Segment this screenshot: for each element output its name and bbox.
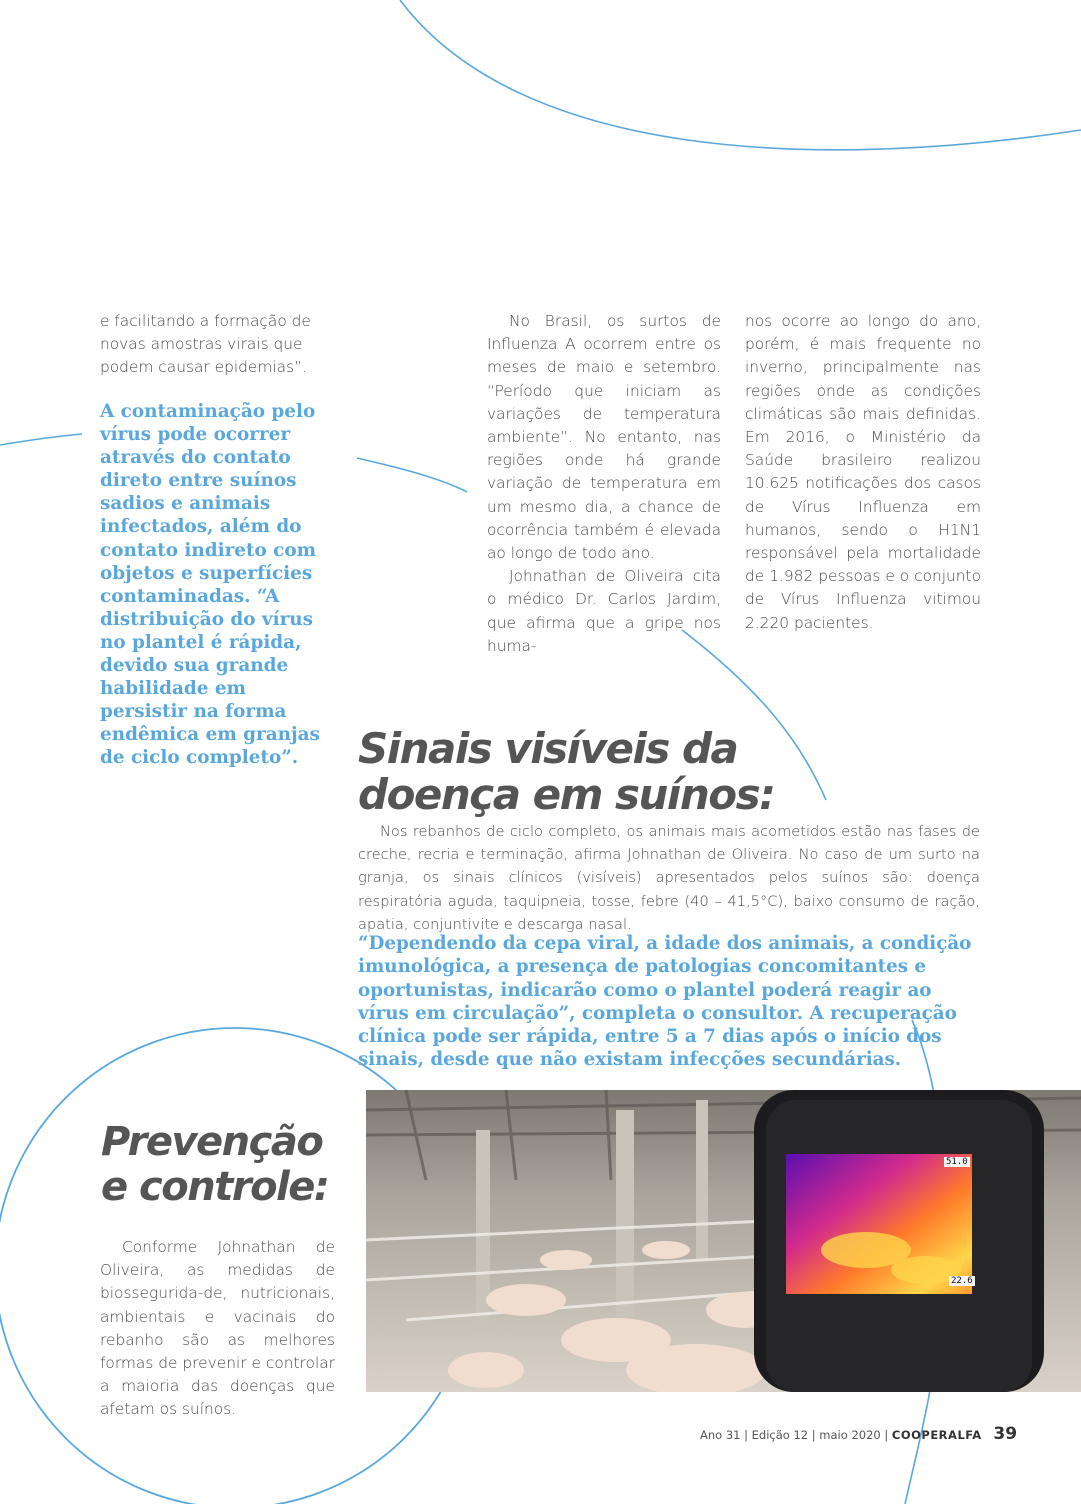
left-arc-fragment [0, 434, 82, 445]
column-3-text [745, 310, 981, 635]
footer-brand: COOPERALFA [891, 1428, 982, 1442]
top-circle-arc [400, 0, 1081, 150]
pig-farm-illustration [366, 1090, 1081, 1392]
prevention-body [100, 1236, 335, 1422]
column-1-continuation: e facilitando a formação de novas amostras virais que podem causar epidemias”. [100, 312, 311, 377]
prevention-heading-line-1: Prevenção [101, 1119, 323, 1165]
thermal-temp-low: 22.6 [951, 1276, 973, 1286]
prevention-heading-line-2: e controle: [101, 1164, 329, 1210]
signs-heading-line-1: Sinais visíveis da [358, 724, 738, 773]
column-1-text [100, 310, 336, 380]
pig-farm-photo [366, 1090, 1081, 1392]
signs-quote: “Dependendo da cepa viral, a idade dos animais, a condição imunológica, a presença de patologias concomitantes e oportunistas, indicarão como o plantel poderá reagir ao vírus em circulação”, completa o consultor. A recuperação clínica pode ser rápida, entre 5 a 7 dias após o início dos sinais, desde que não existam infecções secundárias. [358, 933, 972, 1071]
signs-heading-line-2: doença em suínos: [358, 770, 775, 819]
column-3-paragraph-1: nos ocorre ao longo do ano, porém, é mais frequente no inverno, principalmente nas regiões onde as condições climáticas são mais definidas. Em 2016, o Ministério da Saúde brasileiro realizou 10.625 notificações dos casos de Vírus Influenza em humanos, sendo o H1N1 responsável pela mortalidade de 1.982 pessoas e o conjunto de Vírus Influenza vitimou 2.220 pacientes. [745, 312, 981, 632]
thermal-temp-high: 51.0 [946, 1157, 968, 1167]
prevention-body-paragraph: Conforme Johnathan de Oliveira, as medidas de biossegurida-de, nutricionais, ambientais e vacinais do rebanho são as melhores formas de prevenir e controlar a maioria das doenças que afetam os suínos. [100, 1238, 335, 1419]
prevention-heading [101, 1120, 341, 1210]
page-number: 39 [993, 1424, 1018, 1444]
bottom-arc [905, 1390, 930, 1504]
page-footer [700, 1424, 1018, 1444]
signs-body-paragraph: Nos rebanhos de ciclo completo, os animais mais acometidos estão nas fases de creche, recria e terminação, afirma Johnathan de Oliveira. No caso de um surto na granja, os sinais clínicos (visíveis) apresentados pelos suínos são: doença respiratória aguda, taquipneia, tosse, febre (40 – 41,5°C), baixo consumo de ração, apatia, conjuntivite e descarga nasal. [358, 823, 980, 933]
footer-issue-info: Ano 31 | Edição 12 | maio 2020 | [700, 1428, 889, 1442]
column-2-paragraph-2: Johnathan de Oliveira cita o médico Dr. Carlos Jardim, que afirma que a gripe nos huma- [487, 567, 721, 655]
column-2-paragraph-1: No Brasil, os surtos de Influenza A ocorrem entre os meses de maio e setembro. “Período que iniciam as variações de temperatura ambiente”. No entanto, nas regiões onde há grande variação de temperatura em um mesmo dia, a chance de ocorrência também é elevada ao longo de todo ano. [487, 312, 721, 563]
signs-body [358, 820, 980, 936]
pull-quote-contamination: A contaminação pelo vírus pode ocorrer através do contato direto entre suínos sadios e animais infectados, além do contato indireto com objetos e superfícies contaminadas. “A distribuição do vírus no plantel é rápida, devido sua grande habilidade em persistir na forma endêmica em granjas de ciclo completo”. [100, 401, 320, 769]
signs-heading [358, 726, 778, 818]
middle-arc-fragment [357, 458, 467, 492]
column-2-text [487, 310, 721, 658]
